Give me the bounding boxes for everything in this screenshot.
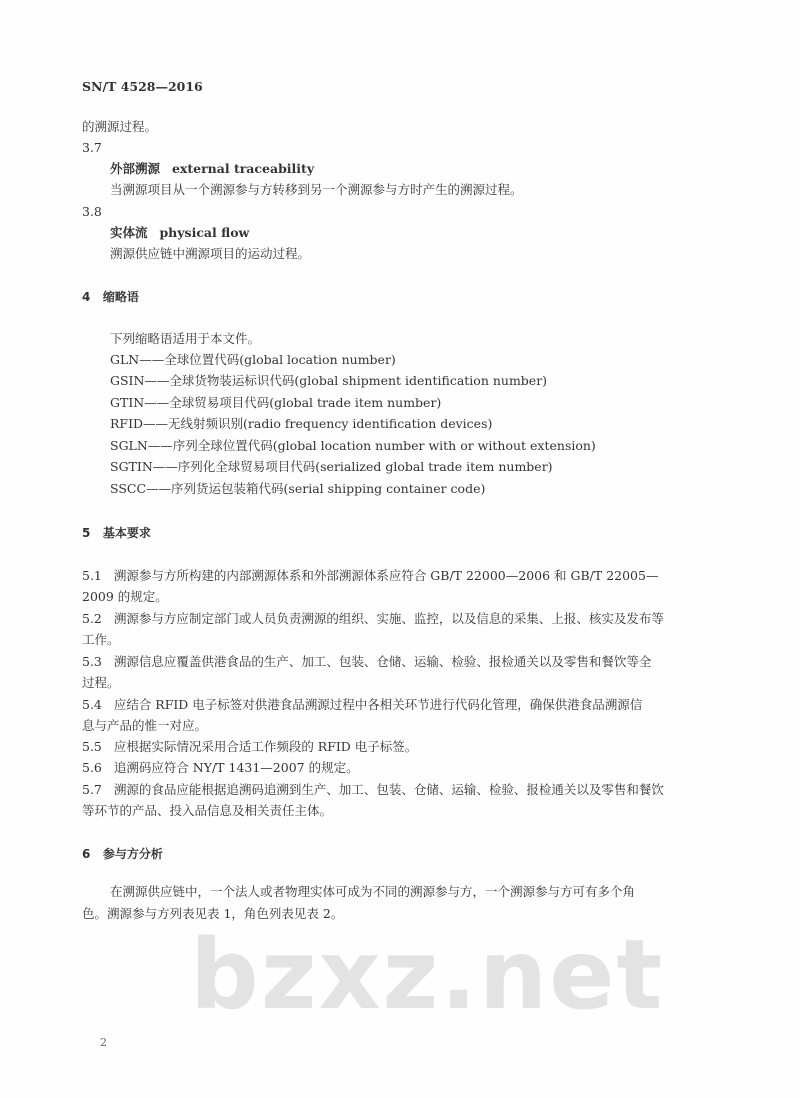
term-en: external traceability xyxy=(171,161,315,176)
clause-number: 5.7 xyxy=(82,782,102,797)
paragraph: 色。溯源参与方列表见表 1，角色列表见表 2。 xyxy=(82,906,344,921)
watermark: bzxz.net xyxy=(190,919,665,1031)
section-number: 4 xyxy=(82,290,91,304)
clause-5-3 xyxy=(82,654,651,670)
page-number: 2 xyxy=(100,1036,107,1049)
clause-number: 5.3 xyxy=(82,654,102,669)
section-number: 5 xyxy=(82,526,91,540)
clause-number: 5.1 xyxy=(82,568,102,583)
abbrev-item: GSIN——全球货物装运标识代码(global shipment identification number) xyxy=(110,373,548,388)
clause-text: 溯源的食品应能根据追溯码追溯到生产、加工、包装、仓储、运输、检验、报检通关以及零售和餐饮 xyxy=(113,782,664,797)
term-number: 3.8 xyxy=(82,204,102,219)
clause-text: 应根据实际情况采用合适工作频段的 RFID 电子标签。 xyxy=(113,739,418,754)
clause-5-2 xyxy=(82,611,664,627)
abbrev-item: SSCC——序列货运包装箱代码(serial shipping container code) xyxy=(110,481,486,496)
section-title: 参与方分析 xyxy=(102,847,163,861)
term-heading xyxy=(110,161,314,177)
section-title: 缩略语 xyxy=(102,290,139,304)
abbrev-intro: 下列缩略语适用于本文件。 xyxy=(110,331,261,346)
clause-5-1 xyxy=(82,568,658,584)
clause-number: 5.6 xyxy=(82,760,102,775)
clause-5-7 xyxy=(82,782,664,798)
clause-5-4 xyxy=(82,697,642,713)
standard-header: SN/T 4528—2016 xyxy=(82,79,203,94)
term-zh: 外部溯源 xyxy=(110,161,161,176)
section-number: 6 xyxy=(82,847,91,861)
section-4-heading xyxy=(82,289,139,305)
clause-text: 应结合 RFID 电子标签对供港食品溯源过程中各相关环节进行代码化管理，确保供港食品溯源信 xyxy=(113,697,643,712)
clause-text: 溯源参与方所构建的内部溯源体系和外部溯源体系应符合 GB/T 22000—2006 和 GB/T 22005— xyxy=(113,568,659,583)
clause-number: 5.2 xyxy=(82,611,102,626)
clause-text: 溯源信息应覆盖供港食品的生产、加工、包装、仓储、运输、检验、报检通关以及零售和餐饮等全 xyxy=(113,654,652,669)
clause-continuation: 息与产品的惟一对应。 xyxy=(82,718,208,733)
clause-text: 溯源参与方应制定部门或人员负责溯源的组织、实施、监控，以及信息的采集、上报、核实及发布等 xyxy=(113,611,664,626)
term-en: physical flow xyxy=(159,225,250,240)
abbrev-item: GLN——全球位置代码(global location number) xyxy=(110,352,396,367)
term-definition: 溯源供应链中溯源项目的运动过程。 xyxy=(110,246,311,261)
term-number: 3.7 xyxy=(82,140,102,155)
term-definition: 当溯源项目从一个溯源参与方转移到另一个溯源参与方时产生的溯源过程。 xyxy=(110,182,523,197)
clause-continuation: 过程。 xyxy=(82,675,120,690)
abbrev-item: RFID——无线射频识别(radio frequency identification devices) xyxy=(110,416,493,431)
clause-number: 5.4 xyxy=(82,697,102,712)
term-zh: 实体流 xyxy=(110,225,148,240)
continuation-text: 的溯源过程。 xyxy=(82,119,158,134)
section-5-heading xyxy=(82,525,151,541)
clause-continuation: 等环节的产品、投入品信息及相关责任主体。 xyxy=(82,803,333,818)
clause-text: 追溯码应符合 NY/T 1431—2007 的规定。 xyxy=(113,760,359,775)
section-title: 基本要求 xyxy=(102,526,151,540)
clause-5-6 xyxy=(82,760,359,776)
clause-5-5 xyxy=(82,739,417,755)
clause-continuation: 工作。 xyxy=(82,632,120,647)
clause-continuation: 2009 的规定。 xyxy=(82,589,168,604)
section-6-heading xyxy=(82,846,163,862)
paragraph: 在溯源供应链中，一个法人或者物理实体可成为不同的溯源参与方，一个溯源参与方可有多个角 xyxy=(110,884,636,899)
term-heading xyxy=(110,225,249,241)
clause-number: 5.5 xyxy=(82,739,102,754)
abbrev-item: GTIN——全球贸易项目代码(global trade item number) xyxy=(110,395,442,410)
abbrev-item: SGTIN——序列化全球贸易项目代码(serialized global trade item number) xyxy=(110,459,553,474)
abbrev-item: SGLN——序列全球位置代码(global location number with or without extension) xyxy=(110,438,596,453)
